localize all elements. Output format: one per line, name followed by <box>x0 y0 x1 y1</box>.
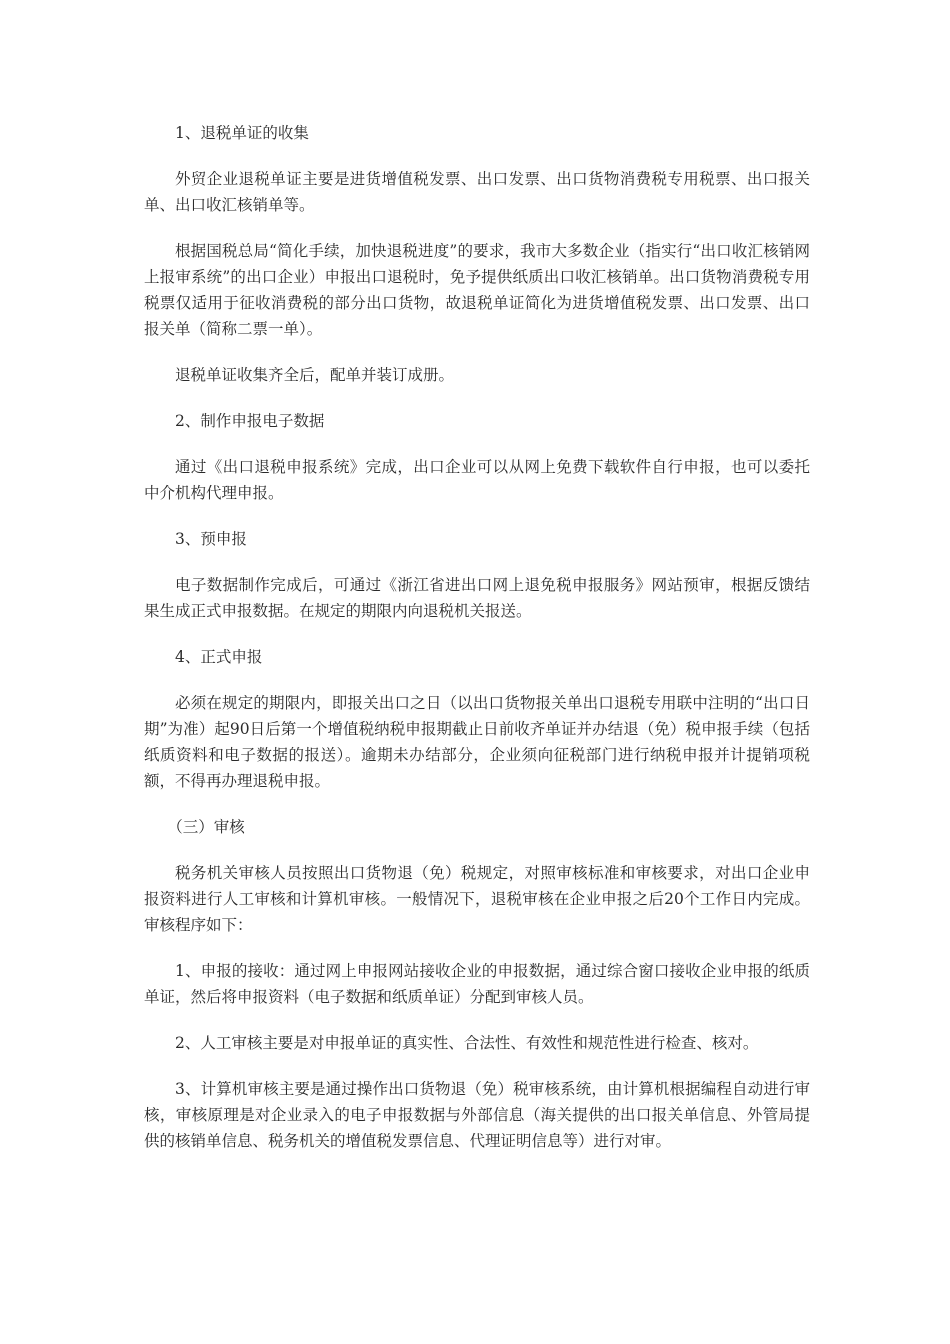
section-heading-1: 1、退税单证的收集 <box>175 124 309 142</box>
paragraph-review-step-3: 3、计算机审核主要是通过操作出口货物退（免）税审核系统，由计算机根据编程自动进行审核，审核原理是对企业录入的电子申报数据与外部信息（海关提供的出口报关单信息、外管局提供的核销单信息、税务机关的增值税发票信息、代理证明信息等）进行对审。 <box>144 1080 810 1150</box>
paragraph-software: 通过《出口退税申报系统》完成，出口企业可以从网上免费下载软件自行申报，也可以委托中介机构代理申报。 <box>144 458 810 502</box>
section-heading-2: 2、制作申报电子数据 <box>175 412 325 430</box>
paragraph-review-step-2: 2、人工审核主要是对申报单证的真实性、合法性、有效性和规范性进行检查、核对。 <box>175 1034 759 1052</box>
paragraph-review-intro: 税务机关审核人员按照出口货物退（免）税规定，对照审核标准和审核要求，对出口企业申报资料进行人工审核和计算机审核。一般情况下，退税审核在企业申报之后20个工作日内完成。审核程序如下： <box>144 864 810 934</box>
section-heading-review: （三）审核 <box>167 818 245 836</box>
paragraph-simplification: 根据国税总局“简化手续，加快退税进度”的要求，我市大多数企业（指实行“出口收汇核销网上报审系统”的出口企业）申报出口退税时，免予提供纸质出口收汇核销单。出口货物消费税专用税票仅适用于征收消费税的部分出口货物，故退税单证简化为进货增值税发票、出口发票、出口报关单（简称二票一单）。 <box>144 242 810 338</box>
section-heading-3: 3、预申报 <box>175 530 247 548</box>
document-body <box>144 120 810 1174</box>
paragraph-review-step-1: 1、申报的接收：通过网上申报网站接收企业的申报数据，通过综合窗口接收企业申报的纸质单证，然后将申报资料（电子数据和纸质单证）分配到审核人员。 <box>144 962 810 1006</box>
section-heading-4: 4、正式申报 <box>175 648 263 666</box>
paragraph-documents-list: 外贸企业退税单证主要是进货增值税发票、出口发票、出口货物消费税专用税票、出口报关单、出口收汇核销单等。 <box>144 170 810 214</box>
paragraph-pre-declaration: 电子数据制作完成后，可通过《浙江省进出口网上退免税申报服务》网站预审，根据反馈结果生成正式申报数据。在规定的期限内向退税机关报送。 <box>144 576 810 620</box>
paragraph-formal-declaration: 必须在规定的期限内，即报关出口之日（以出口货物报关单出口退税专用联中注明的“出口日期”为准）起90日后第一个增值税纳税申报期截止日前收齐单证并办结退（免）税申报手续（包括纸质资料和电子数据的报送）。逾期未办结部分，企业须向征税部门进行纳税申报并计提销项税额，不得再办理退税申报。 <box>144 694 810 790</box>
paragraph-binding: 退税单证收集齐全后，配单并装订成册。 <box>175 366 455 384</box>
